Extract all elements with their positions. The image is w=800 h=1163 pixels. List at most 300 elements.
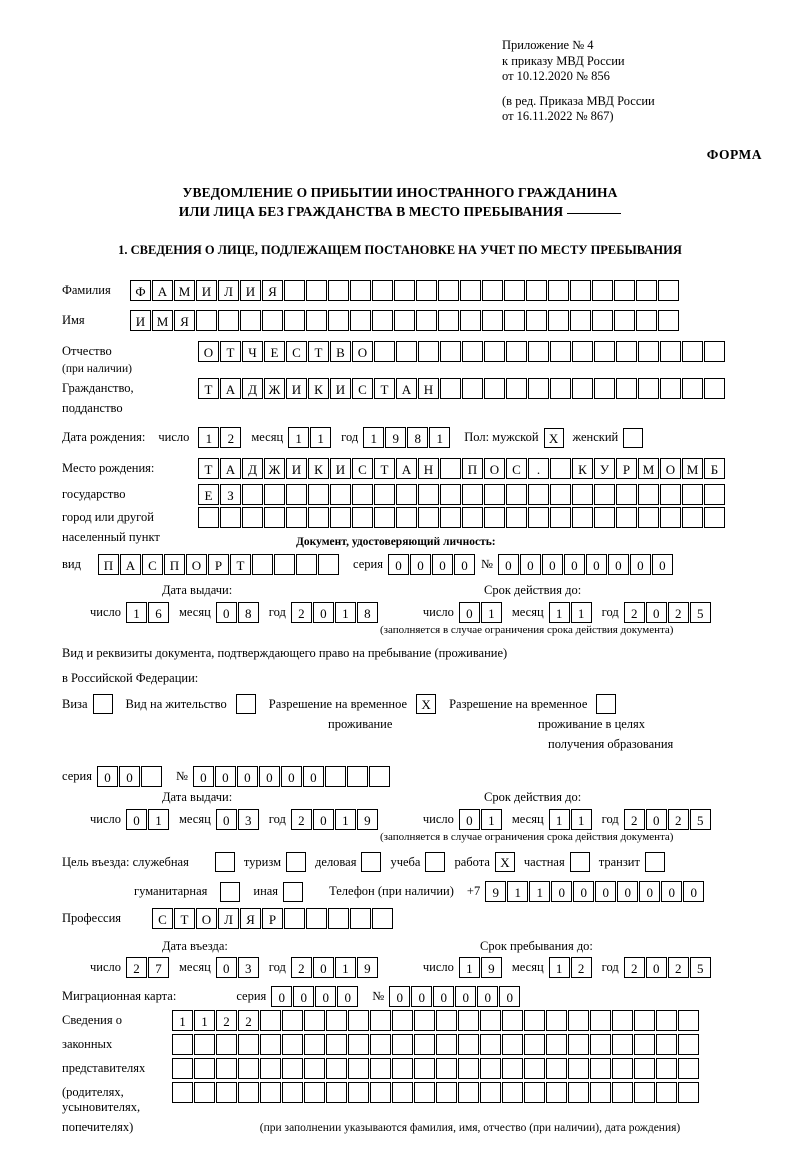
box-cell[interactable]: 0 <box>564 554 585 575</box>
birthplace-boxes-3[interactable] <box>198 507 726 528</box>
box-cell[interactable] <box>550 458 571 479</box>
box-cell[interactable] <box>440 341 461 362</box>
box-cell[interactable] <box>634 1058 655 1079</box>
box-cell[interactable]: 0 <box>646 957 667 978</box>
box-cell[interactable] <box>480 1082 501 1103</box>
box-cell[interactable]: 1 <box>549 957 570 978</box>
box-cell[interactable] <box>308 507 329 528</box>
box-cell[interactable] <box>528 378 549 399</box>
box-cell[interactable]: 8 <box>357 602 378 623</box>
checkbox-cell[interactable]: Х <box>416 694 436 714</box>
box-cell[interactable] <box>326 1058 347 1079</box>
checkbox-cell[interactable] <box>93 694 113 714</box>
box-cell[interactable] <box>196 310 217 331</box>
box-cell[interactable] <box>484 507 505 528</box>
box-cell[interactable]: 0 <box>119 766 140 787</box>
box-cell[interactable]: 0 <box>259 766 280 787</box>
box-cell[interactable] <box>480 1058 501 1079</box>
box-cell[interactable]: Е <box>264 341 285 362</box>
box-cell[interactable] <box>240 310 261 331</box>
box-cell[interactable] <box>704 341 725 362</box>
box-cell[interactable]: К <box>308 378 329 399</box>
box-cell[interactable] <box>216 1082 237 1103</box>
box-cell[interactable] <box>438 280 459 301</box>
checkbox-cell[interactable] <box>283 882 303 902</box>
box-cell[interactable]: 0 <box>237 766 258 787</box>
box-cell[interactable]: 1 <box>194 1010 215 1031</box>
box-cell[interactable] <box>350 908 371 929</box>
box-cell[interactable]: 0 <box>433 986 454 1007</box>
box-cell[interactable] <box>524 1082 545 1103</box>
checkbox-cell[interactable] <box>236 694 256 714</box>
box-cell[interactable] <box>678 1010 699 1031</box>
box-cell[interactable] <box>436 1082 457 1103</box>
box-cell[interactable]: 1 <box>549 602 570 623</box>
box-cell[interactable] <box>570 310 591 331</box>
box-cell[interactable] <box>330 507 351 528</box>
box-cell[interactable] <box>374 484 395 505</box>
box-cell[interactable] <box>616 484 637 505</box>
box-cell[interactable]: 0 <box>215 766 236 787</box>
box-cell[interactable] <box>504 310 525 331</box>
box-cell[interactable] <box>216 1034 237 1055</box>
box-cell[interactable] <box>328 280 349 301</box>
box-cell[interactable]: 1 <box>148 809 169 830</box>
box-cell[interactable]: 1 <box>198 427 219 448</box>
box-cell[interactable]: 1 <box>549 809 570 830</box>
box-cell[interactable] <box>546 1010 567 1031</box>
doc-valid-day-boxes[interactable] <box>459 602 503 623</box>
box-cell[interactable]: М <box>638 458 659 479</box>
box-cell[interactable]: О <box>186 554 207 575</box>
box-cell[interactable]: 2 <box>668 809 689 830</box>
box-cell[interactable]: Ж <box>264 378 285 399</box>
box-cell[interactable]: 0 <box>126 809 147 830</box>
box-cell[interactable]: И <box>196 280 217 301</box>
box-cell[interactable]: 2 <box>291 957 312 978</box>
box-cell[interactable] <box>480 1010 501 1031</box>
box-cell[interactable] <box>264 507 285 528</box>
box-cell[interactable]: 0 <box>454 554 475 575</box>
box-cell[interactable]: И <box>330 458 351 479</box>
box-cell[interactable]: 2 <box>624 602 645 623</box>
checkbox-cell[interactable] <box>215 852 235 872</box>
migration-series-boxes[interactable] <box>271 986 359 1007</box>
box-cell[interactable] <box>436 1058 457 1079</box>
box-cell[interactable]: 1 <box>481 809 502 830</box>
box-cell[interactable] <box>528 507 549 528</box>
box-cell[interactable] <box>614 280 635 301</box>
box-cell[interactable]: Т <box>230 554 251 575</box>
box-cell[interactable] <box>262 310 283 331</box>
box-cell[interactable] <box>704 484 725 505</box>
box-cell[interactable] <box>440 507 461 528</box>
box-cell[interactable] <box>414 1034 435 1055</box>
box-cell[interactable] <box>612 1034 633 1055</box>
box-cell[interactable] <box>592 280 613 301</box>
box-cell[interactable] <box>392 1082 413 1103</box>
box-cell[interactable] <box>260 1058 281 1079</box>
box-cell[interactable] <box>612 1082 633 1103</box>
box-cell[interactable] <box>458 1010 479 1031</box>
box-cell[interactable] <box>460 310 481 331</box>
box-cell[interactable]: 8 <box>238 602 259 623</box>
box-cell[interactable] <box>546 1034 567 1055</box>
box-cell[interactable]: М <box>174 280 195 301</box>
legal-rep-boxes-4[interactable] <box>172 1082 700 1103</box>
box-cell[interactable] <box>462 484 483 505</box>
box-cell[interactable] <box>660 484 681 505</box>
box-cell[interactable] <box>282 1058 303 1079</box>
birthplace-boxes-2[interactable] <box>198 484 726 505</box>
birthplace-boxes-1[interactable] <box>198 458 726 479</box>
box-cell[interactable]: А <box>396 378 417 399</box>
box-cell[interactable]: Л <box>218 280 239 301</box>
box-cell[interactable] <box>370 1082 391 1103</box>
box-cell[interactable] <box>396 507 417 528</box>
box-cell[interactable] <box>682 378 703 399</box>
box-cell[interactable] <box>392 1058 413 1079</box>
box-cell[interactable]: Я <box>240 908 261 929</box>
box-cell[interactable]: 3 <box>238 957 259 978</box>
box-cell[interactable] <box>656 1082 677 1103</box>
residence-permit-checkbox[interactable] <box>236 694 256 714</box>
birth-day-boxes[interactable] <box>198 427 242 448</box>
stay-day-boxes[interactable] <box>459 957 503 978</box>
box-cell[interactable]: . <box>528 458 549 479</box>
box-cell[interactable] <box>568 1034 589 1055</box>
box-cell[interactable] <box>392 1034 413 1055</box>
box-cell[interactable] <box>506 378 527 399</box>
box-cell[interactable] <box>528 341 549 362</box>
box-cell[interactable]: 1 <box>288 427 309 448</box>
box-cell[interactable] <box>458 1034 479 1055</box>
box-cell[interactable]: Н <box>418 378 439 399</box>
box-cell[interactable]: 8 <box>407 427 428 448</box>
box-cell[interactable] <box>194 1058 215 1079</box>
box-cell[interactable] <box>616 378 637 399</box>
box-cell[interactable] <box>484 484 505 505</box>
box-cell[interactable]: 0 <box>542 554 563 575</box>
box-cell[interactable] <box>616 341 637 362</box>
box-cell[interactable] <box>416 280 437 301</box>
box-cell[interactable]: 0 <box>411 986 432 1007</box>
box-cell[interactable]: 1 <box>310 427 331 448</box>
box-cell[interactable]: 0 <box>551 881 572 902</box>
box-cell[interactable]: У <box>594 458 615 479</box>
box-cell[interactable] <box>238 1034 259 1055</box>
box-cell[interactable]: Я <box>262 280 283 301</box>
box-cell[interactable]: А <box>220 458 241 479</box>
box-cell[interactable] <box>418 507 439 528</box>
box-cell[interactable] <box>194 1034 215 1055</box>
box-cell[interactable]: Т <box>308 341 329 362</box>
box-cell[interactable] <box>304 1034 325 1055</box>
box-cell[interactable]: 0 <box>313 957 334 978</box>
box-cell[interactable] <box>328 310 349 331</box>
box-cell[interactable] <box>528 484 549 505</box>
box-cell[interactable] <box>282 1082 303 1103</box>
box-cell[interactable] <box>330 484 351 505</box>
box-cell[interactable]: 0 <box>652 554 673 575</box>
box-cell[interactable]: Т <box>198 378 219 399</box>
box-cell[interactable]: С <box>152 908 173 929</box>
box-cell[interactable] <box>658 280 679 301</box>
box-cell[interactable] <box>616 507 637 528</box>
box-cell[interactable] <box>348 1058 369 1079</box>
box-cell[interactable] <box>682 507 703 528</box>
box-cell[interactable] <box>678 1082 699 1103</box>
box-cell[interactable] <box>638 378 659 399</box>
box-cell[interactable] <box>550 378 571 399</box>
checkbox-cell[interactable] <box>361 852 381 872</box>
box-cell[interactable] <box>416 310 437 331</box>
box-cell[interactable]: 0 <box>630 554 651 575</box>
box-cell[interactable]: А <box>220 378 241 399</box>
permit-valid-year-boxes[interactable] <box>624 809 712 830</box>
checkbox-cell[interactable] <box>623 428 643 448</box>
box-cell[interactable] <box>568 1010 589 1031</box>
box-cell[interactable] <box>506 484 527 505</box>
box-cell[interactable]: Ф <box>130 280 151 301</box>
box-cell[interactable]: 0 <box>617 881 638 902</box>
box-cell[interactable] <box>638 341 659 362</box>
box-cell[interactable] <box>306 310 327 331</box>
box-cell[interactable]: 1 <box>507 881 528 902</box>
box-cell[interactable] <box>374 507 395 528</box>
box-cell[interactable] <box>526 280 547 301</box>
box-cell[interactable] <box>656 1058 677 1079</box>
box-cell[interactable]: 0 <box>193 766 214 787</box>
box-cell[interactable] <box>328 908 349 929</box>
box-cell[interactable] <box>326 1034 347 1055</box>
box-cell[interactable] <box>658 310 679 331</box>
box-cell[interactable] <box>572 341 593 362</box>
box-cell[interactable]: 2 <box>220 427 241 448</box>
box-cell[interactable] <box>502 1058 523 1079</box>
birth-month-boxes[interactable] <box>288 427 332 448</box>
box-cell[interactable]: И <box>240 280 261 301</box>
box-cell[interactable]: 5 <box>690 602 711 623</box>
checkbox-cell[interactable] <box>570 852 590 872</box>
box-cell[interactable]: П <box>98 554 119 575</box>
box-cell[interactable]: 1 <box>335 809 356 830</box>
box-cell[interactable]: Р <box>262 908 283 929</box>
permit-series-boxes[interactable] <box>97 766 163 787</box>
box-cell[interactable] <box>592 310 613 331</box>
box-cell[interactable] <box>220 507 241 528</box>
box-cell[interactable]: 0 <box>499 986 520 1007</box>
box-cell[interactable]: 9 <box>385 427 406 448</box>
permit-valid-month-boxes[interactable] <box>549 809 593 830</box>
box-cell[interactable] <box>440 458 461 479</box>
box-cell[interactable]: Ч <box>242 341 263 362</box>
box-cell[interactable] <box>172 1034 193 1055</box>
box-cell[interactable]: 0 <box>573 881 594 902</box>
visa-checkbox[interactable] <box>93 694 113 714</box>
box-cell[interactable] <box>458 1082 479 1103</box>
box-cell[interactable] <box>590 1010 611 1031</box>
box-cell[interactable]: Т <box>174 908 195 929</box>
box-cell[interactable]: Н <box>418 458 439 479</box>
box-cell[interactable]: Д <box>242 378 263 399</box>
box-cell[interactable] <box>350 280 371 301</box>
box-cell[interactable] <box>274 554 295 575</box>
purpose-tourism-checkbox[interactable] <box>286 852 306 872</box>
box-cell[interactable] <box>704 378 725 399</box>
box-cell[interactable]: И <box>286 378 307 399</box>
box-cell[interactable] <box>260 1010 281 1031</box>
edu-residence-checkbox[interactable] <box>596 694 616 714</box>
box-cell[interactable] <box>462 341 483 362</box>
box-cell[interactable]: 0 <box>313 602 334 623</box>
box-cell[interactable] <box>568 1058 589 1079</box>
box-cell[interactable] <box>348 1010 369 1031</box>
box-cell[interactable] <box>480 1034 501 1055</box>
box-cell[interactable]: 9 <box>485 881 506 902</box>
box-cell[interactable]: 0 <box>389 986 410 1007</box>
box-cell[interactable] <box>418 484 439 505</box>
box-cell[interactable]: 0 <box>661 881 682 902</box>
box-cell[interactable]: К <box>308 458 329 479</box>
purpose-study-checkbox[interactable] <box>425 852 445 872</box>
box-cell[interactable]: 0 <box>455 986 476 1007</box>
box-cell[interactable] <box>570 280 591 301</box>
box-cell[interactable] <box>436 1010 457 1031</box>
box-cell[interactable]: 2 <box>238 1010 259 1031</box>
box-cell[interactable] <box>678 1058 699 1079</box>
checkbox-cell[interactable] <box>645 852 665 872</box>
box-cell[interactable]: 3 <box>238 809 259 830</box>
box-cell[interactable] <box>396 341 417 362</box>
box-cell[interactable] <box>286 484 307 505</box>
box-cell[interactable]: 0 <box>646 602 667 623</box>
box-cell[interactable]: 0 <box>459 602 480 623</box>
box-cell[interactable] <box>638 484 659 505</box>
checkbox-cell[interactable] <box>286 852 306 872</box>
box-cell[interactable] <box>550 341 571 362</box>
box-cell[interactable] <box>504 280 525 301</box>
box-cell[interactable] <box>636 310 657 331</box>
box-cell[interactable] <box>440 378 461 399</box>
box-cell[interactable] <box>484 378 505 399</box>
box-cell[interactable]: И <box>330 378 351 399</box>
box-cell[interactable] <box>414 1010 435 1031</box>
box-cell[interactable]: В <box>330 341 351 362</box>
stay-year-boxes[interactable] <box>624 957 712 978</box>
box-cell[interactable]: Я <box>174 310 195 331</box>
box-cell[interactable] <box>638 507 659 528</box>
box-cell[interactable] <box>524 1034 545 1055</box>
surname-boxes[interactable] <box>130 280 680 301</box>
box-cell[interactable]: 5 <box>690 957 711 978</box>
box-cell[interactable]: 1 <box>429 427 450 448</box>
box-cell[interactable] <box>286 507 307 528</box>
box-cell[interactable]: 0 <box>459 809 480 830</box>
box-cell[interactable] <box>436 1034 457 1055</box>
box-cell[interactable] <box>506 507 527 528</box>
box-cell[interactable] <box>502 1034 523 1055</box>
box-cell[interactable] <box>394 310 415 331</box>
box-cell[interactable]: А <box>152 280 173 301</box>
box-cell[interactable]: З <box>220 484 241 505</box>
box-cell[interactable]: 0 <box>216 957 237 978</box>
stay-month-boxes[interactable] <box>549 957 593 978</box>
entry-month-boxes[interactable] <box>216 957 260 978</box>
box-cell[interactable] <box>218 310 239 331</box>
box-cell[interactable]: Р <box>208 554 229 575</box>
permit-issue-year-boxes[interactable] <box>291 809 379 830</box>
purpose-transit-checkbox[interactable] <box>645 852 665 872</box>
box-cell[interactable] <box>172 1082 193 1103</box>
purpose-humanitarian-checkbox[interactable] <box>220 882 240 902</box>
box-cell[interactable] <box>284 310 305 331</box>
box-cell[interactable]: С <box>352 378 373 399</box>
box-cell[interactable]: 6 <box>148 602 169 623</box>
sex-female-checkbox[interactable] <box>623 428 643 448</box>
box-cell[interactable] <box>352 507 373 528</box>
box-cell[interactable]: 0 <box>498 554 519 575</box>
profession-boxes[interactable] <box>152 908 394 929</box>
box-cell[interactable] <box>548 310 569 331</box>
box-cell[interactable] <box>590 1082 611 1103</box>
checkbox-cell[interactable] <box>220 882 240 902</box>
purpose-other-checkbox[interactable] <box>283 882 303 902</box>
purpose-business-checkbox[interactable] <box>361 852 381 872</box>
box-cell[interactable]: О <box>660 458 681 479</box>
box-cell[interactable]: Т <box>198 458 219 479</box>
citizenship-boxes[interactable] <box>198 378 726 399</box>
box-cell[interactable] <box>614 310 635 331</box>
box-cell[interactable] <box>502 1082 523 1103</box>
box-cell[interactable]: 0 <box>586 554 607 575</box>
box-cell[interactable]: 2 <box>126 957 147 978</box>
box-cell[interactable] <box>296 554 317 575</box>
box-cell[interactable] <box>326 1082 347 1103</box>
doc-valid-year-boxes[interactable] <box>624 602 712 623</box>
box-cell[interactable]: 0 <box>337 986 358 1007</box>
box-cell[interactable] <box>216 1058 237 1079</box>
legal-rep-boxes-3[interactable] <box>172 1058 700 1079</box>
doc-valid-month-boxes[interactable] <box>549 602 593 623</box>
box-cell[interactable] <box>242 484 263 505</box>
box-cell[interactable]: 0 <box>608 554 629 575</box>
box-cell[interactable] <box>306 908 327 929</box>
box-cell[interactable]: Е <box>198 484 219 505</box>
box-cell[interactable] <box>264 484 285 505</box>
box-cell[interactable]: М <box>152 310 173 331</box>
box-cell[interactable]: 9 <box>481 957 502 978</box>
patronymic-boxes[interactable] <box>198 341 726 362</box>
permit-issue-month-boxes[interactable] <box>216 809 260 830</box>
box-cell[interactable] <box>194 1082 215 1103</box>
box-cell[interactable] <box>660 341 681 362</box>
box-cell[interactable] <box>682 484 703 505</box>
box-cell[interactable] <box>634 1010 655 1031</box>
box-cell[interactable] <box>636 280 657 301</box>
box-cell[interactable] <box>242 507 263 528</box>
box-cell[interactable]: С <box>142 554 163 575</box>
purpose-work-checkbox[interactable] <box>495 852 515 872</box>
box-cell[interactable] <box>282 1010 303 1031</box>
box-cell[interactable] <box>172 1058 193 1079</box>
box-cell[interactable] <box>458 1058 479 1079</box>
box-cell[interactable]: 1 <box>529 881 550 902</box>
box-cell[interactable] <box>634 1034 655 1055</box>
box-cell[interactable] <box>252 554 273 575</box>
doc-kind-boxes[interactable] <box>98 554 340 575</box>
permit-issue-day-boxes[interactable] <box>126 809 170 830</box>
